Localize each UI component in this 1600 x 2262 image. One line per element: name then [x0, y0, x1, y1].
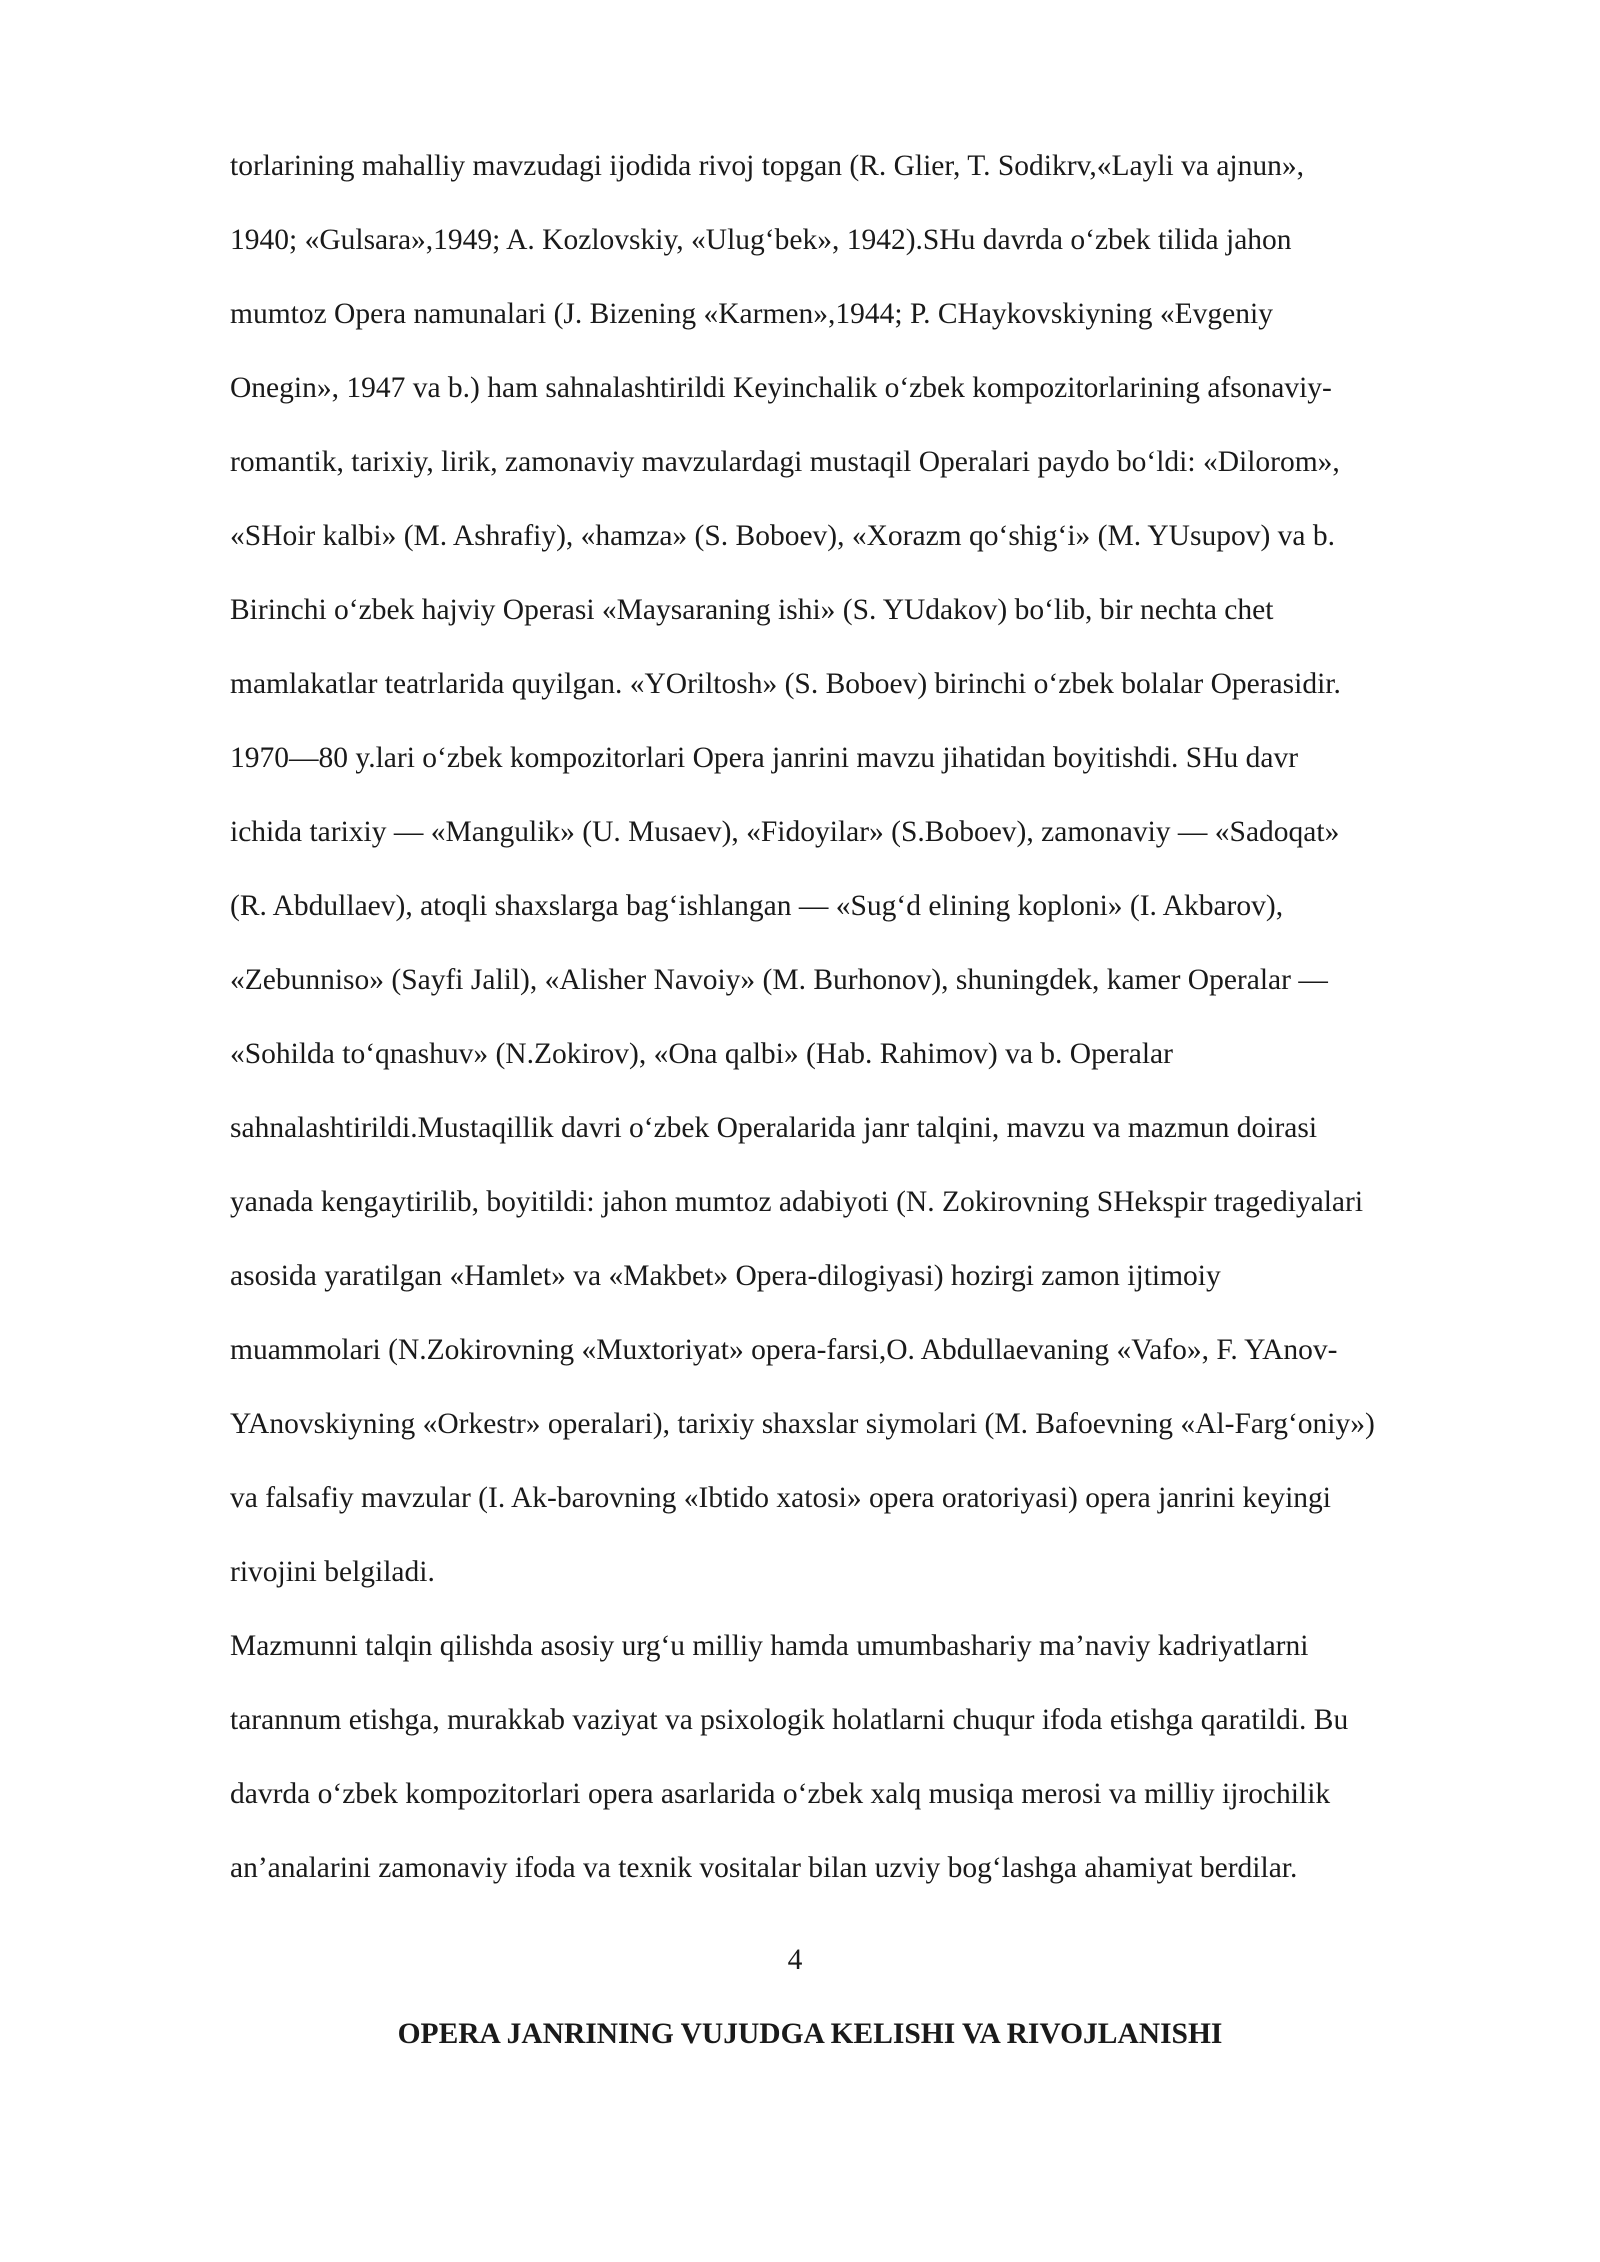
text-line: «SHoir kalbi» (M. Ashrafiy), «hamza» (S. Boboev), «Xorazm qo‘shig‘i» (M. YUsupov) va b. — [230, 520, 1335, 552]
text-line: va falsafiy mavzular (I. Ak-barovning «Ibtido xatosi» opera oratoriyasi) opera janrini keyingi — [230, 1482, 1331, 1514]
text-line: YAnovskiyning «Orkestr» operalari), tarixiy shaxslar siymolari (M. Bafoevning «Al-Farg‘oniy») — [230, 1408, 1375, 1440]
text-line: Mazmunni talqin qilishda asosiy urg‘u milliy hamda umumbashariy ma’naviy kadriyatlarni — [230, 1630, 1309, 1662]
text-line: «Zebunniso» (Sayfi Jalil), «Alisher Navoiy» (M. Burhonov), shuningdek, kamer Operalar — — [230, 964, 1328, 996]
text-line: tarannum etishga, murakkab vaziyat va psixologik holatlarni chuqur ifoda etishga qaratildi. Bu — [230, 1704, 1349, 1736]
text-line: 1970—80 y.lari o‘zbek kompozitorlari Opera janrini mavzu jihatidan boyitishdi. SHu davr — [230, 742, 1299, 774]
text-line: romantik, tarixiy, lirik, zamonaviy mavzulardagi mustaqil Operalari paydo bo‘ldi: «Dilorom», — [230, 446, 1340, 478]
text-line: mamlakatlar teatrlarida quyilgan. «YOriltosh» (S. Boboev) birinchi o‘zbek bolalar Operasidir. — [230, 668, 1341, 700]
text-line: asosida yaratilgan «Hamlet» va «Makbet» Opera-dilogiyasi) hozirgi zamon ijtimoiy — [230, 1260, 1221, 1292]
text-line: an’analarini zamonaviy ifoda va texnik vositalar bilan uzviy bog‘lashga ahamiyat berdilar. — [230, 1852, 1298, 1884]
text-line: davrda o‘zbek kompozitorlari opera asarlarida o‘zbek xalq musiqa merosi va milliy ijrochilik — [230, 1778, 1331, 1810]
page-number-text: 4 — [787, 1944, 803, 1976]
text-line: rivojini belgiladi. — [230, 1556, 435, 1588]
text-line: Onegin», 1947 va b.) ham sahnalashtirildi Keyinchalik o‘zbek kompozitorlarining afsonaviy- — [230, 372, 1332, 404]
text-line: «Sohilda to‘qnashuv» (N.Zokirov), «Ona qalbi» (Hab. Rahimov) va b. Operalar — [230, 1038, 1173, 1070]
text-line: Birinchi o‘zbek hajviy Operasi «Maysaraning ishi» (S. YUdakov) bo‘lib, bir nechta chet — [230, 594, 1274, 626]
text-line: ichida tarixiy — «Mangulik» (U. Musaev), «Fidoyilar» (S.Boboev), zamonaviy — «Sadoqat» — [230, 816, 1340, 848]
text-line: sahnalashtirildi.Mustaqillik davri o‘zbek Operalarida janr talqini, mavzu va mazmun doirasi — [230, 1112, 1318, 1144]
section-heading: OPERA JANRINING VUJUDGA KELISHI VA RIVOJLANISHI — [397, 2018, 1223, 2050]
text-line: (R. Abdullaev), atoqli shaxslarga bag‘ishlangan — «Sug‘d elining koploni» (I. Akbarov), — [230, 890, 1284, 922]
text-line: mumtoz Opera namunalari (J. Bizening «Karmen»,1944; P. CHaykovskiyning «Evgeniy — [230, 298, 1273, 330]
text-line: yanada kengaytirilib, boyitildi: jahon mumtoz adabiyoti (N. Zokirovning SHekspir tragediyalari — [230, 1186, 1364, 1218]
text-line: 1940; «Gulsara»,1949; A. Kozlovskiy, «Ulug‘bek», 1942).SHu davrda o‘zbek tilida jahon — [230, 224, 1292, 256]
text-line: muammolari (N.Zokirovning «Muxtoriyat» opera-farsi,O. Abdullaevaning «Vafo», F. YAnov- — [230, 1334, 1338, 1366]
text-line: torlarining mahalliy mavzudagi ijodida rivoj topgan (R. Glier, T. Sodikrv,«Layli va ajnun», — [230, 150, 1304, 182]
page-number — [0, 1942, 1600, 1978]
